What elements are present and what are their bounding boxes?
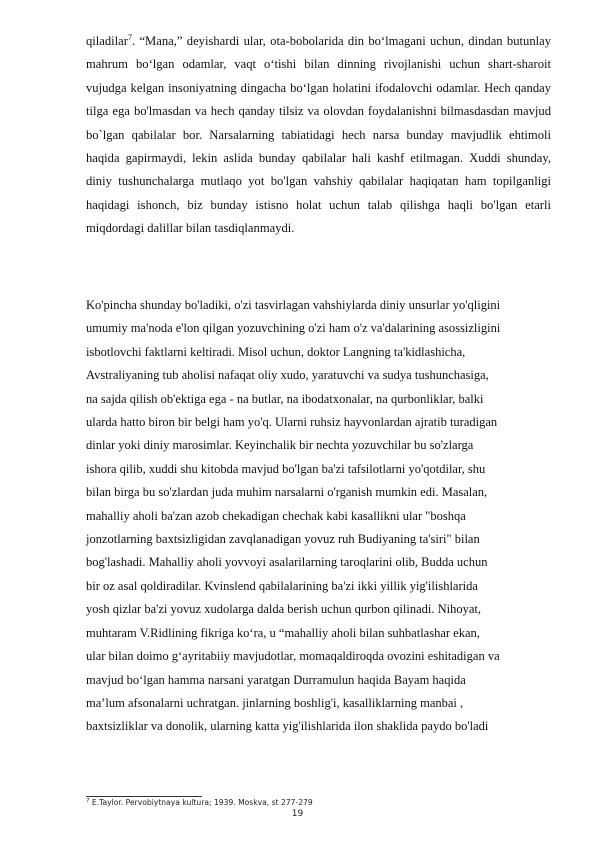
footnote-divider [86,796,202,797]
paragraph-1 [86,30,551,241]
paragraph-1-rest: . “Mana,” deyishardi ular, ota-bobolarida din bo‘lmagani uchun, dindan butunlay mahrum bo‘lgan odamlar, vaqt o‘tishi bilan dinning rivojlanishi uchun shart-sharoit vujudga kelgan insoniyatning dingacha bo‘lgan holatini ifodalovchi odamlar. Hech qanday tilga ega bo'lmasdan va hech qanday tilsiz va olovdan foydalanishni bilmasdasdan mavjud bo`lgan qabilalar bor. Narsalarning tabiatidagi hech narsa bunday mavjudlik ehtimoli haqida gapirmaydi, lekin aslida bunday qabilalar hali kashf etilmagan. Xuddi shunday, diniy tushunchalarga mutlaqo yot bo'lgan vahshiy qabilalar haqiqatan ham topilganligi haqidagi ishonch, biz bunday istisno holat uchun talab qilishga haqli bo'lgan etarli miqdordagi dalillar bilan tasdiqlanmaydi. [86,34,551,236]
footnote-text: E.Taylor. Pervobiytnaya kultura; 1939. Moskva, st 277-279 [89,798,313,807]
paragraph-1-start: qiladilar [86,34,128,48]
page-number: 19 [291,809,304,819]
footnote-reference[interactable]: 7 [127,33,132,42]
footnote [86,798,313,807]
paragraph-2: Ko'pincha shunday bo'ladiki, o'zi tasvirlagan vahshiylarda diniy unsurlar yo'qligini umumiy ma'noda e'lon qilgan yozuvchining o'zi ham o'z va'dalarining asossizligini isbotlovchi faktlarni keltiradi. Misol uchun, doktor Langning ta'kidlashicha, Avstraliyaning tub aholisi nafaqat oliy xudo, yaratuvchi va sudya tushunchasiga, na sajda qilish ob'ektiga ega - na butlar, na ibodatxonalar, na qurbonliklar, balki ularda hatto biron bir belgi ham yo'q. Ularni ruhsiz hayvonlardan ajratib turadigan dinlar yoki diniy marosimlar. Keyinchalik bir nechta yozuvchilar bu so'zlarga ishora qilib, xuddi shu kitobda mavjud bo'lgan ba'zi tafsilotlarni yo'qotdilar, shu bilan birga bu so'zlardan juda muhim narsalarni o'rganish mumkin edi. Masalan, mahalliy aholi ba'zan azob chekadigan chechak kabi kasallikni ular "boshqa jonzotlarning baxtsizligidan zavqlanadigan yovuz ruh Budiyaning ta'siri" bilan bog'lashadi. Mahalliy aholi yovvoyi asalarilarning taroqlarini olib, Budda uchun bir oz asal qoldiradilar. Kvinslend qabilalarining ba'zi ikki yillik yig'ilishlarida yosh qizlar ba'zi yovuz xudolarga dalda berish uchun qurbon qilinadi. Nihoyat, muhtaram V.Ridlining fikriga ko‘ra, u “mahalliy aholi bilan suhbatlashar ekan, ular bilan doimo g‘ayritabiiy mavjudotlar, momaqaldiroqda ovozini eshitadigan va mavjud bo‘lgan hamma narsani yaratgan Durramulun haqida Bayam haqida ma’lum afsonalarni uchratgan. jinlarning boshlig'i, kasalliklarning manbai , baxtsizliklar va donolik, ularning katta yig'ilishlarida ilon shaklida paydo bo'ladi [86,298,501,734]
footnote-marker: 7 [86,798,90,804]
